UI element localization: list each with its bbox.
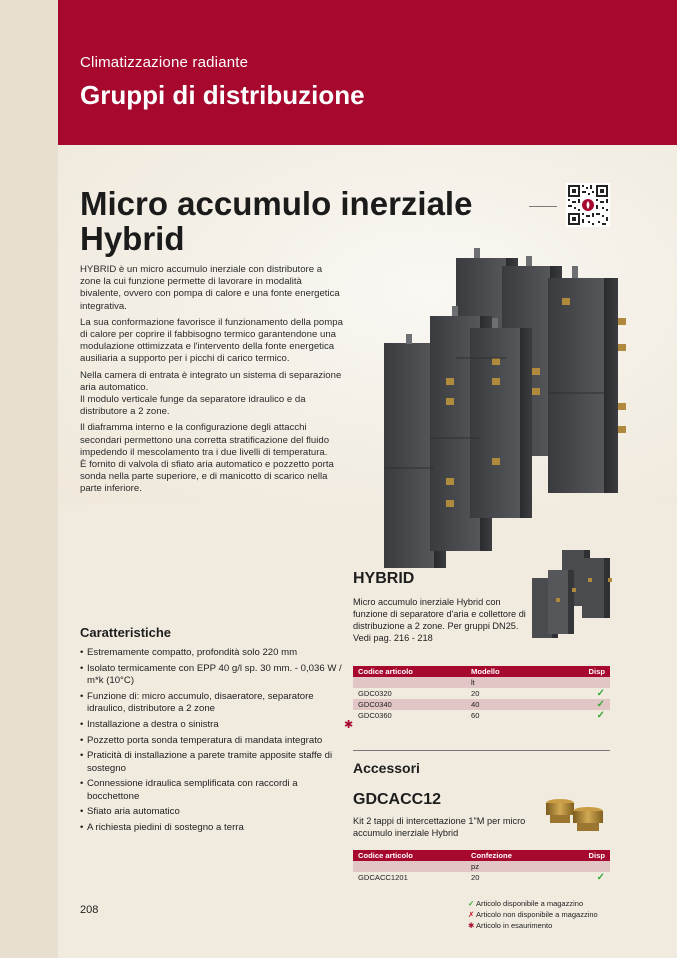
intro-paragraph: La sua conformazione favorisce il funzionamento della pompa di calore per coprire il fabbisogno termico garantendone una modulazione ottimizzata e l'intervento della fonte energetica ausiliaria a supporto per i picchi di carico termico. <box>80 316 343 365</box>
features-heading: Caratteristiche <box>80 625 172 640</box>
header-title: Gruppi di distribuzione <box>80 80 365 110</box>
feature-item: • Praticità di installazione a parete tramite apposite staffe di sostegno <box>80 750 345 774</box>
cross-icon: ✗ <box>468 910 475 919</box>
feature-item: • Connessione idraulica semplificata con raccordi a bocchettone <box>80 778 345 802</box>
accessory-description: Kit 2 tappi di intercettazione 1"M per micro accumulo inerziale Hybrid <box>353 816 526 838</box>
code-cell: GDC0340 <box>353 699 466 710</box>
available-check-icon: ✓ <box>596 699 605 710</box>
qr-code-icon[interactable] <box>566 183 610 227</box>
feature-item: • Estremamente compatto, profondità solo 220 mm <box>80 647 345 659</box>
legend-text: Articolo in esaurimento <box>475 921 553 930</box>
hybrid-description-text: Micro accumulo inerziale Hybrid con funzione di separatore d'aria e collettore di distribuzione a 2 zone. Per gruppi DN25. <box>353 597 526 631</box>
hybrid-see-pages-link[interactable]: Vedi pag. 216 - 218 <box>353 633 433 643</box>
col-header-disp: Disp <box>576 666 610 677</box>
check-icon: ✓ <box>468 899 475 908</box>
legend-item-available <box>468 898 598 909</box>
col-header-model: Modello <box>466 666 576 677</box>
product-title-line2: Hybrid <box>80 220 185 257</box>
code-cell: GDCACC1201 <box>358 873 408 882</box>
col-header-code: Codice articolo <box>353 850 466 861</box>
available-check-icon: ✓ <box>596 872 605 883</box>
unit-cell: pz <box>466 861 576 872</box>
hybrid-table <box>353 666 610 721</box>
feature-item: • Funzione di: micro accumulo, disaeratore, separatore idraulico, distributore a 2 zone <box>80 691 345 715</box>
model-cell: 20 <box>471 689 480 698</box>
header-banner <box>58 0 677 145</box>
table-row <box>353 710 610 721</box>
available-check-icon: ✓ <box>596 688 605 699</box>
caps-image <box>540 795 610 835</box>
feature-item: • Installazione a destra o sinistra <box>80 719 345 731</box>
page-number: 208 <box>80 904 99 916</box>
feature-item: • Isolato termicamente con EPP 40 g/l sp. 30 mm. - 0,036 W / m*k (10°C) <box>80 663 345 687</box>
hybrid-description <box>353 596 533 644</box>
model-cell: 60 <box>471 711 480 720</box>
unit-front-right <box>470 328 532 518</box>
col-header-code: Codice articolo <box>353 666 466 677</box>
running-out-star-icon: ✱ <box>344 719 354 731</box>
table-row <box>353 872 610 883</box>
table-row <box>353 699 610 710</box>
available-check-icon: ✓ <box>596 710 605 721</box>
hybrid-thumbnail-image <box>528 548 614 640</box>
feature-item: • Sfiato aria automatico <box>80 806 345 818</box>
col-header-disp: Disp <box>576 850 610 861</box>
section-divider <box>353 750 610 751</box>
table-row <box>353 688 610 699</box>
accessories-heading: Accessori <box>353 760 420 776</box>
availability-legend <box>468 898 598 931</box>
intro-text <box>80 264 345 500</box>
accessory-heading: GDCACC12 <box>353 791 442 808</box>
legend-item-unavailable <box>468 909 598 920</box>
accessory-table <box>353 850 610 883</box>
intro-paragraph: Nella camera di entrata è integrato un sistema di separazione aria automatico. Il modulo verticale funge da separatore idraulico e da distributore a 2 zone. <box>80 369 342 418</box>
header-category: Climatizzazione radiante <box>80 54 249 71</box>
unit-back-right <box>548 278 618 493</box>
pack-cell: 20 <box>471 873 480 882</box>
model-cell: 40 <box>466 699 576 710</box>
features-list <box>80 647 345 838</box>
code-cell: GDC0360 <box>358 711 392 720</box>
intro-paragraph: HYBRID è un micro accumulo inerziale con distributore a zone la cui funzione permette di lavorare in modalità bivalente, ovvero con pompa di calore e una fonte energetica integrativa. <box>80 264 340 312</box>
legend-text: Articolo non disponibile a magazzino <box>475 910 598 919</box>
col-header-pack: Confezione <box>466 850 576 861</box>
unit-cell: lt <box>466 677 576 688</box>
hybrid-heading: HYBRID <box>353 570 415 587</box>
title-rule <box>529 206 557 207</box>
intro-paragraph: Il diaframma interno e la configurazione degli attacchi secondari permettono una corretta stratificazione del fluido impedendo il mescolamento tra i due livelli di temperatura. È fornito di valvola di sfiato aria automatico e pozzetto porta sonda nella parte superiore, e di manicotto di scarico nella parte inferiore. <box>80 422 334 495</box>
legend-item-running-out <box>468 920 598 931</box>
legend-text: Articolo disponibile a magazzino <box>475 899 584 908</box>
product-image <box>370 238 635 568</box>
product-title-line1: Micro accumulo inerziale <box>80 185 473 222</box>
star-icon: ✱ <box>468 921 475 930</box>
feature-item: • A richiesta piedini di sostegno a terra <box>80 822 345 834</box>
code-cell: GDC0320 <box>358 689 392 698</box>
feature-item: • Pozzetto porta sonda temperatura di mandata integrato <box>80 735 345 747</box>
